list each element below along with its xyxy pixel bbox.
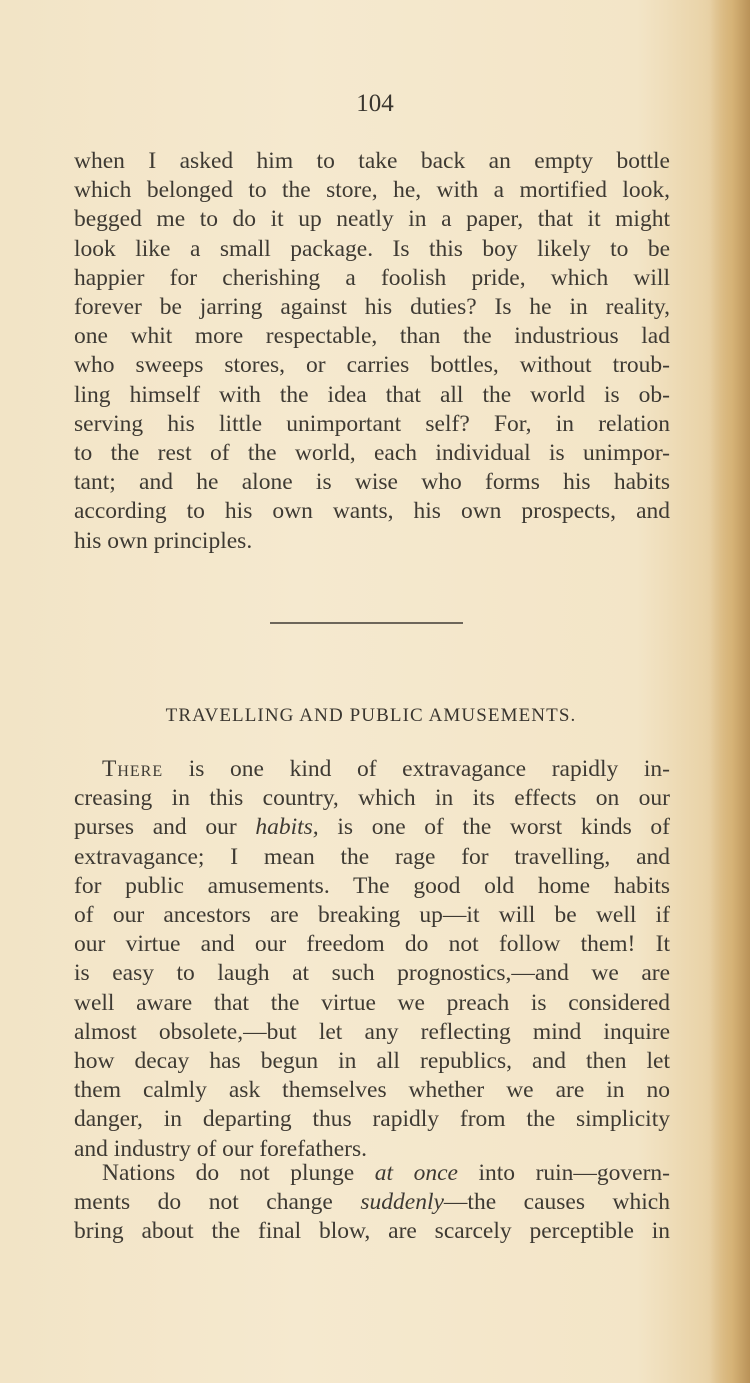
text-fragment: Nations do not plunge <box>102 1160 375 1186</box>
text-line: who sweeps stores, or carries bottles, without troub- <box>74 352 670 379</box>
page-edge-shadow <box>710 0 750 1383</box>
text-line: when I asked him to take back an empty bottle <box>74 148 670 174</box>
text-line: extravagance; I mean the rage for travelling, and <box>74 843 670 870</box>
text-line <box>74 1188 670 1217</box>
text-line <box>74 1159 670 1188</box>
text-line: bring about the final blow, are scarcely perceptible in <box>74 1218 670 1245</box>
text-fragment: is one kind of extravagance rapidly in- <box>163 756 670 782</box>
text-line: happier for cherishing a foolish pride, which will <box>74 264 670 291</box>
text-line: according to his own wants, his own prospects, and <box>74 498 670 525</box>
section-divider-rule <box>270 622 463 624</box>
text-fragment: —the causes which <box>443 1189 670 1216</box>
paragraph-travelling <box>74 755 670 1164</box>
text-line: well aware that the virtue we preach is considered <box>74 989 670 1016</box>
italic-fragment: suddenly <box>360 1189 444 1216</box>
text-line: how decay has begun in all republics, and then let <box>74 1048 670 1075</box>
text-line: danger, in departing thus rapidly from the simplicity <box>74 1106 670 1133</box>
text-line: for public amusements. The good old home habits <box>74 872 670 899</box>
text-line: one whit more respectable, than the industrious lad <box>74 323 670 350</box>
text-line: tant; and he alone is wise who forms his habits <box>74 469 670 496</box>
text-line: serving his little unimportant self? For, in relation <box>74 410 670 437</box>
text-line <box>74 755 670 784</box>
text-line: begged me to do it up neatly in a paper, that it might <box>74 206 670 233</box>
section-heading: TRAVELLING AND PUBLIC AMUSEMENTS. <box>165 705 577 726</box>
text-line: creasing in this country, which in its effects on our <box>74 785 670 812</box>
text-fragment: into ruin—govern- <box>457 1160 671 1186</box>
text-line: to the rest of the world, each individual is unimpor- <box>74 440 670 467</box>
text-line: our virtue and our freedom do not follow them! It <box>74 931 670 958</box>
text-line: is easy to laugh at such prognostics,—and we are <box>74 960 670 987</box>
text-line: which belonged to the store, he, with a mortified look, <box>74 177 670 204</box>
text-line: his own principles. <box>74 527 253 554</box>
drop-word: There <box>102 756 164 782</box>
text-line <box>74 813 670 842</box>
italic-fragment: habits, <box>255 814 319 841</box>
text-line: and industry of our forefathers. <box>74 1135 368 1162</box>
text-line: almost obsolete,—but let any reflecting mind inquire <box>74 1018 670 1045</box>
text-fragment: is one of the worst kinds of <box>318 814 670 841</box>
paragraph-continued <box>74 147 670 556</box>
text-fragment: ments do not change <box>74 1189 361 1216</box>
text-fragment: purses and our <box>74 814 256 841</box>
italic-fragment: at once <box>374 1160 458 1186</box>
paragraph-nations <box>74 1159 670 1247</box>
text-line: look like a small package. Is this boy likely to be <box>74 235 670 262</box>
page-number: 104 <box>356 90 394 117</box>
text-line: ling himself with the idea that all the world is ob- <box>74 381 670 408</box>
text-line: of our ancestors are breaking up—it will be well if <box>74 902 670 929</box>
text-line: forever be jarring against his duties? Is he in reality, <box>74 294 670 321</box>
text-line: them calmly ask themselves whether we are in no <box>74 1077 670 1104</box>
